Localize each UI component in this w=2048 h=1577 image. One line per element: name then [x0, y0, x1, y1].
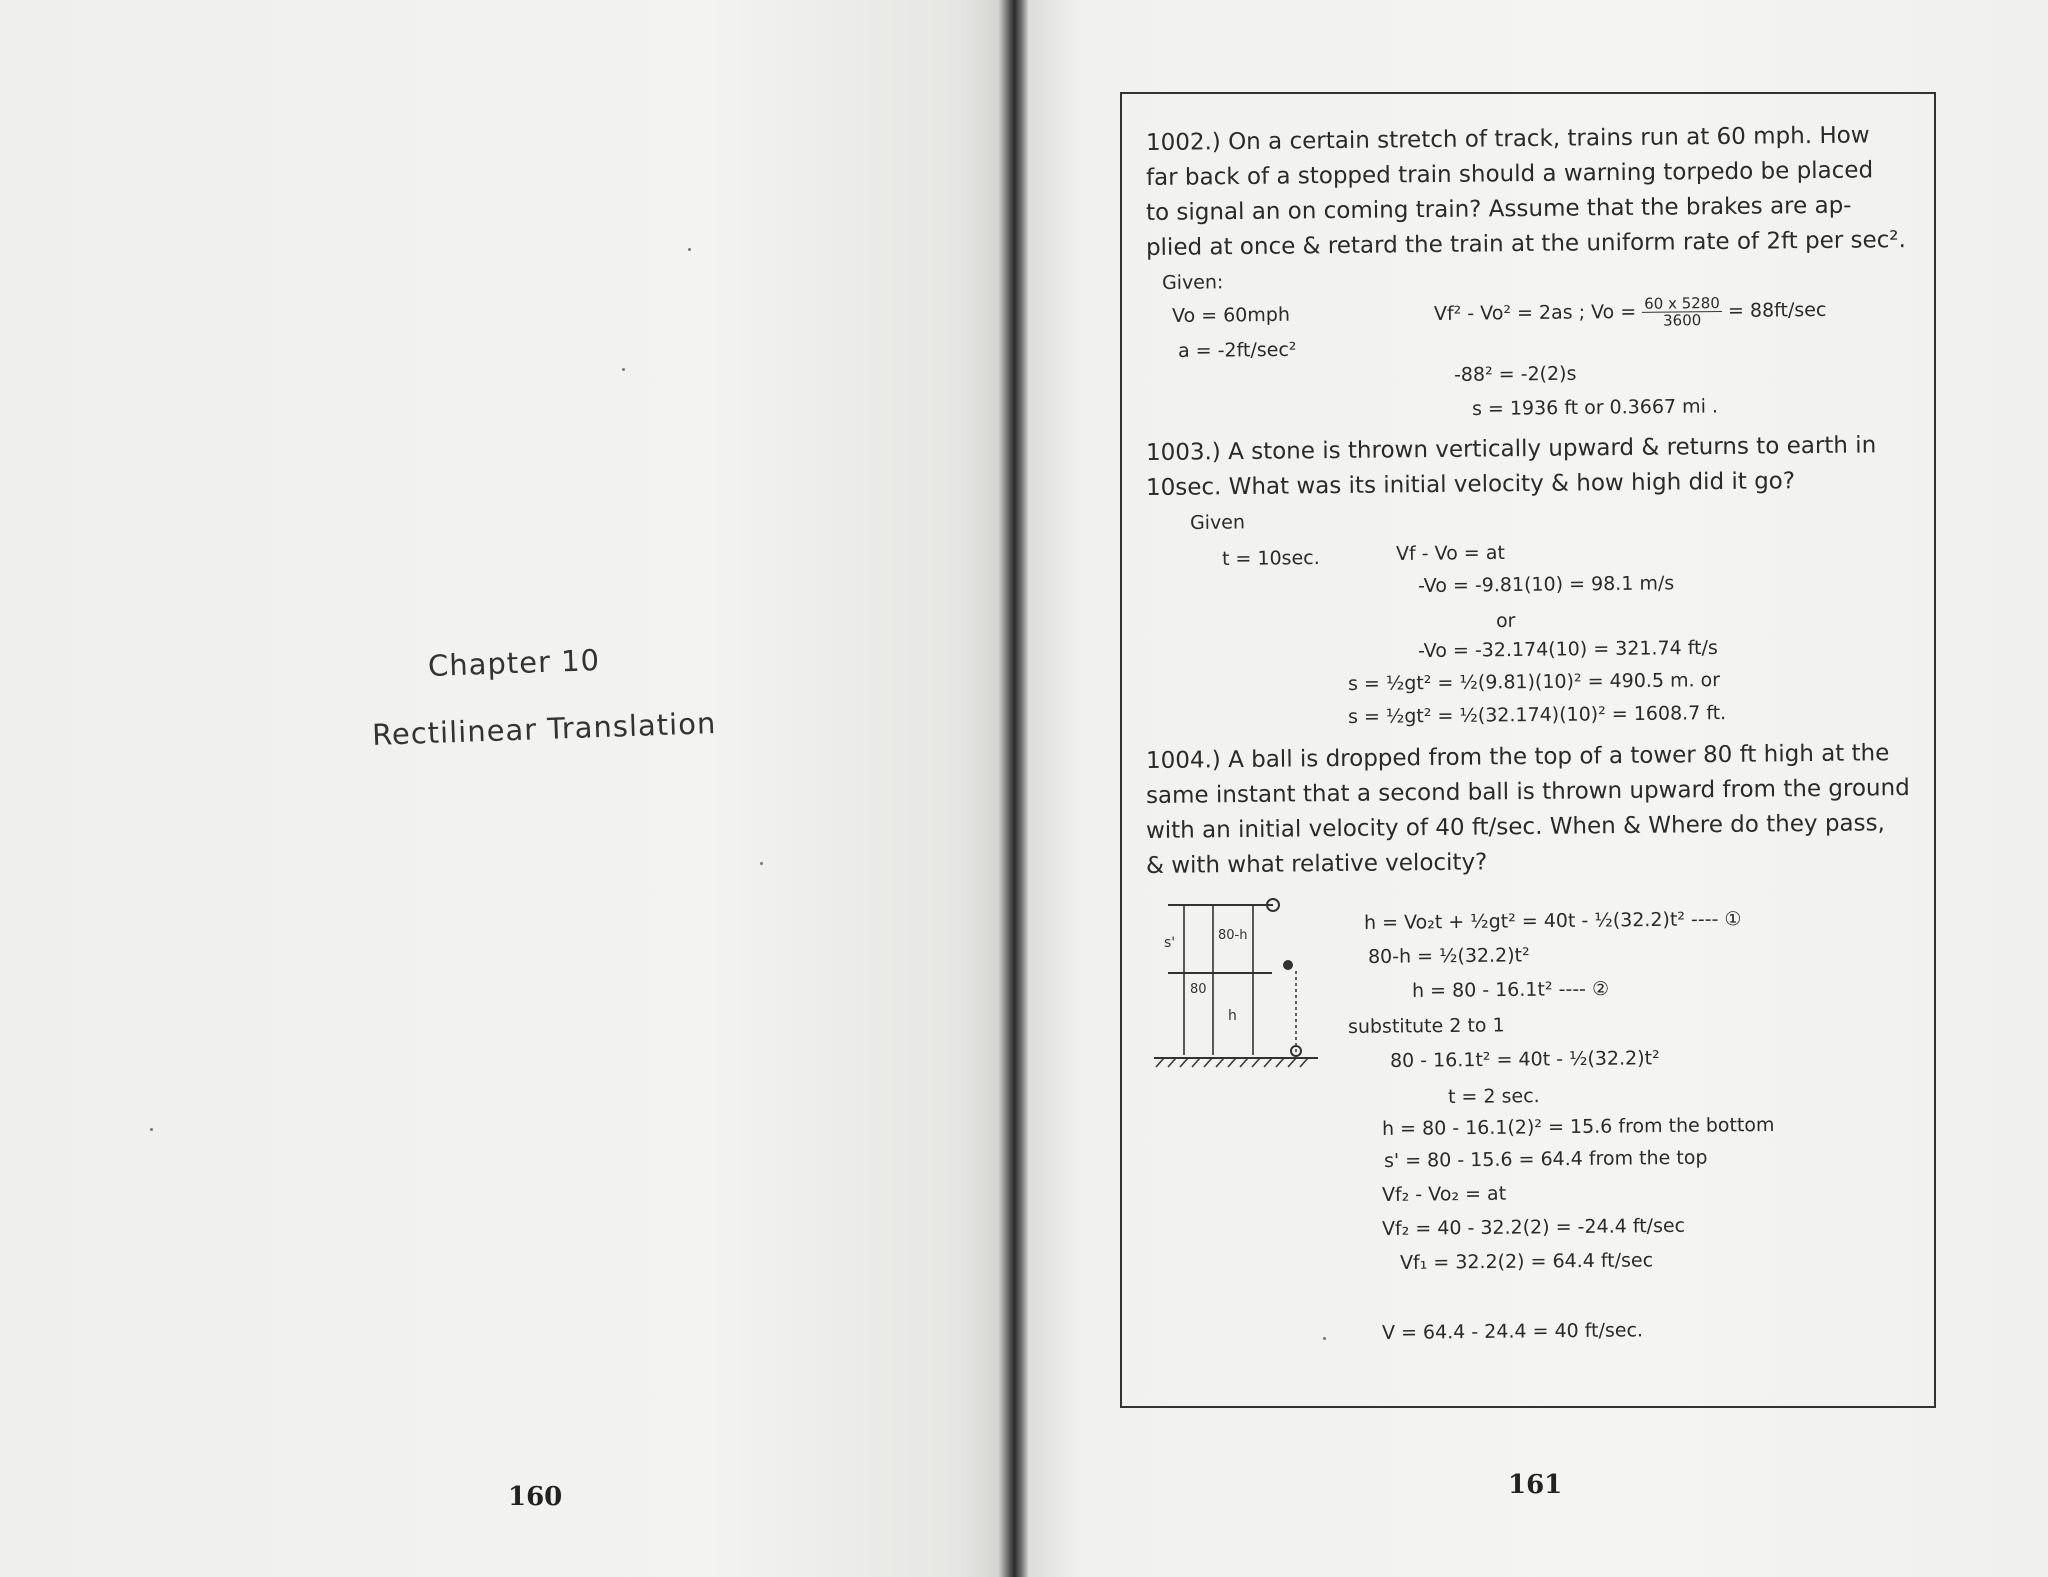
p1003-eq-2: -Vo = -9.81(10) = 98.1 m/s — [1417, 572, 1675, 597]
speck — [150, 1128, 153, 1131]
p1004-time: t = 2 sec. — [1447, 1085, 1540, 1108]
diagram-label-h: h — [1228, 1008, 1237, 1024]
p1002-line-2: far back of a stopped train should a warning torpedo be placed — [1145, 157, 1874, 191]
p1004-eq-4: 80 - 16.1t² = 40t - ½(32.2)t² — [1389, 1047, 1660, 1072]
p1002-line-4: plied at once & retard the train at the uniform rate of 2ft per sec². — [1145, 227, 1907, 261]
p1004-eq-1: h = Vo₂t + ½gt² = 40t - ½(32.2)t² ---- ① — [1363, 908, 1742, 934]
p1002-fraction-den: 3600 — [1662, 311, 1702, 330]
book-spine — [998, 0, 1028, 1577]
p1003-line-2: 10sec. What was its initial velocity & how high did it go? — [1145, 468, 1796, 501]
p1002-equation — [1434, 294, 1827, 331]
p1003-eq-5: s = ½gt² = ½(32.174)(10)² = 1608.7 ft. — [1347, 702, 1727, 728]
p1004-line-4: & with what relative velocity? — [1145, 849, 1488, 879]
p1004-answer: V = 64.4 - 24.4 = 40 ft/sec. — [1381, 1319, 1644, 1344]
speck — [760, 862, 763, 865]
p1002-fraction-num: 60 x 5280 — [1644, 294, 1720, 313]
p1004-height: h = 80 - 16.1(2)² = 15.6 from the bottom — [1381, 1113, 1775, 1140]
p1004-eq-6: Vf₂ = 40 - 32.2(2) = -24.4 ft/sec — [1381, 1214, 1686, 1240]
page-number-right: 161 — [1508, 1470, 1563, 1500]
p1003-eq-1: Vf - Vo = at — [1395, 541, 1505, 565]
p1004-substitute: substitute 2 to 1 — [1347, 1014, 1505, 1038]
p1004-eq-5: Vf₂ - Vo₂ = at — [1381, 1182, 1507, 1206]
speck — [622, 368, 625, 371]
p1004-eq-2: 80-h = ½(32.2)t² — [1367, 944, 1530, 968]
p1004-line-3: with an initial velocity of 40 ft/sec. When & Where do they pass, — [1145, 810, 1885, 844]
p1003-given: Given — [1189, 511, 1246, 534]
p1002-given: Given: — [1161, 271, 1224, 294]
p1002-line-3: to signal an on coming train? Assume that the brakes are ap- — [1145, 192, 1852, 226]
p1004-eq-3: h = 80 - 16.1t² ---- ② — [1411, 977, 1610, 1002]
p1003-eq-3: -Vo = -32.174(10) = 321.74 ft/s — [1417, 636, 1718, 662]
p1003-line-1: 1003.) A stone is thrown vertically upward & returns to earth in — [1145, 432, 1877, 466]
diagram-label-80: 80 — [1190, 982, 1207, 997]
p1002-line-1: 1002.) On a certain stretch of track, trains run at 60 mph. How — [1145, 122, 1870, 156]
p1004-line-2: same instant that a second ball is thrown upward from the ground — [1145, 775, 1910, 809]
p1002-given-vo: Vo = 60mph — [1171, 303, 1291, 327]
p1002-eq-right: = 88ft/sec — [1727, 298, 1827, 322]
speck — [688, 248, 691, 251]
p1002-fraction — [1642, 295, 1722, 329]
diagram-label-80h: 80-h — [1218, 928, 1248, 943]
p1002-step: -88² = -2(2)s — [1453, 362, 1577, 386]
p1004-eq-7: Vf₁ = 32.2(2) = 64.4 ft/sec — [1399, 1249, 1654, 1274]
p1004-line-1: 1004.) A ball is dropped from the top of a tower 80 ft high at the — [1145, 740, 1890, 774]
diagram-label-s: s' — [1164, 935, 1176, 951]
diagram-ball-mid — [1283, 960, 1293, 970]
diagram-hatching — [1156, 1058, 1308, 1067]
p1003-given-t: t = 10sec. — [1221, 546, 1320, 570]
p1002-eq-left: Vf² - Vo² = 2as ; Vo = — [1433, 300, 1637, 325]
tower-diagram — [1148, 895, 1328, 1075]
page-number-left: 160 — [508, 1482, 563, 1512]
chapter-title: Chapter 10 — [427, 643, 601, 683]
chapter-subtitle: Rectilinear Translation — [371, 706, 717, 752]
p1003-or: or — [1495, 609, 1516, 632]
left-page — [0, 0, 1010, 1577]
p1003-eq-4: s = ½gt² = ½(9.81)(10)² = 490.5 m. or — [1347, 669, 1721, 695]
p1004-s-prime: s' = 80 - 15.6 = 64.4 from the top — [1383, 1146, 1708, 1172]
p1002-given-a: a = -2ft/sec² — [1177, 338, 1297, 362]
p1002-answer: s = 1936 ft or 0.3667 mi . — [1471, 395, 1719, 420]
